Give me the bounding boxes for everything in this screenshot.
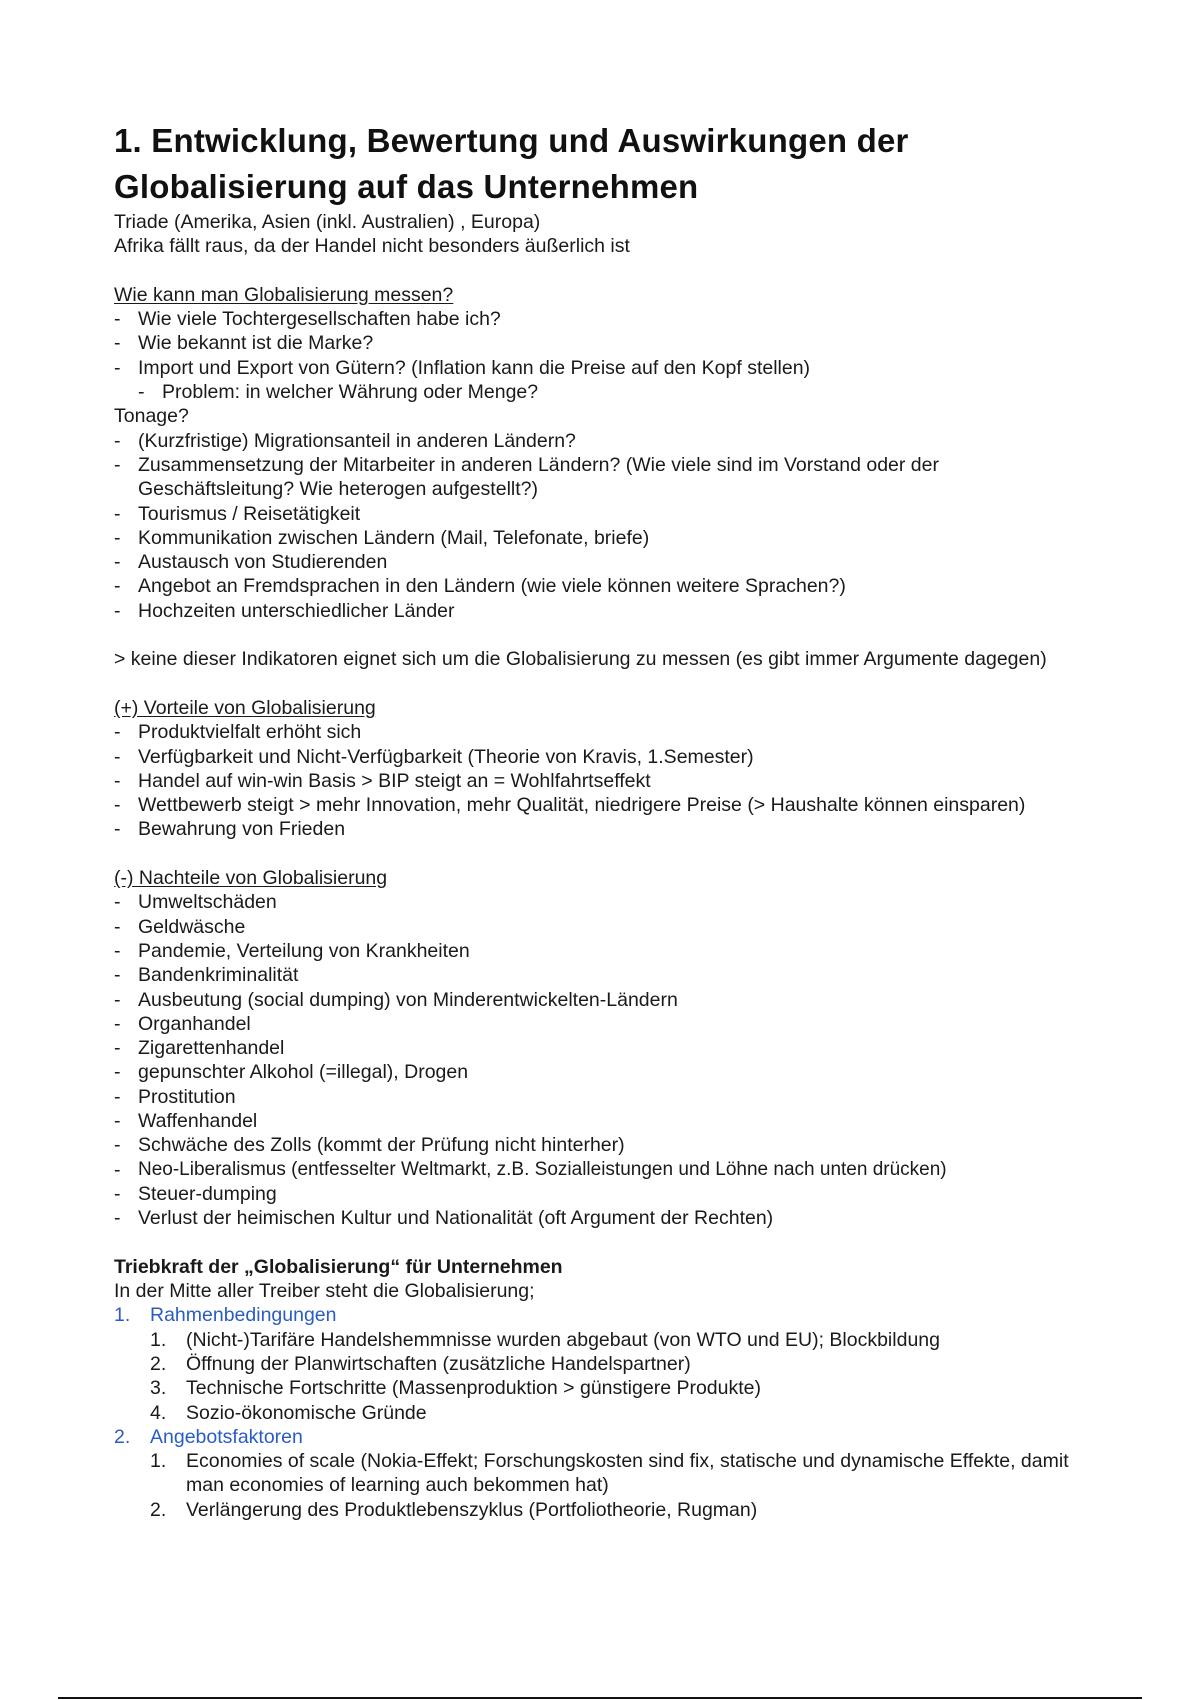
bullet-dash: - — [114, 1037, 121, 1060]
list-item: - Zigarettenhandel — [114, 1037, 285, 1060]
page-title: 1. Entwicklung, Bewertung und Auswirkungen der Globalisierung auf das Unternehmen — [114, 122, 909, 205]
bullet-dash: - — [114, 308, 121, 331]
bullet-dash: - — [114, 526, 121, 549]
bullet-dash: - — [114, 745, 121, 768]
driver-item: 1. (Nicht-)Tarifäre Handelshemmnisse wurden abgebaut (von WTO und EU); Blockbildung — [150, 1328, 940, 1351]
bullet-dash: - — [114, 1061, 121, 1084]
bullet-dash: - — [114, 599, 121, 622]
spacer — [114, 1230, 1104, 1254]
sub-list-item: - Problem: in welcher Währung oder Menge? — [138, 381, 539, 404]
bullet-dash: - — [114, 721, 121, 744]
list-item: - Verfügbarkeit und Nicht-Verfügbarkeit (Theorie von Kravis, 1.Semester) — [114, 745, 754, 768]
bullet-dash: - — [114, 429, 121, 452]
list-item: - Steuer-dumping — [114, 1182, 277, 1205]
bullet-dash: - — [114, 1012, 121, 1035]
tonage-line: Tonage? — [114, 405, 189, 428]
spacer — [114, 259, 1104, 283]
intro-line: Triade (Amerika, Asien (inkl. Australien) , Europa) — [114, 211, 541, 233]
list-item: - Wettbewerb steigt > mehr Innovation, mehr Qualität, niedrigere Preise (> Haushalte können einsparen) — [114, 794, 1026, 817]
bullet-dash: - — [138, 381, 145, 404]
driver-item: 3. Technische Fortschritte (Massenproduktion > günstigere Produkte) — [150, 1377, 761, 1400]
list-item: - Zusammensetzung der Mitarbeiter in anderen Ländern? (Wie viele sind im Vorstand oder der Geschäftsleitung? Wie heterogen aufgestellt?) — [114, 453, 939, 501]
bullet-dash: - — [114, 502, 121, 525]
list-item: - Import und Export von Gütern? (Inflation kann die Preise auf den Kopf stellen) — [114, 356, 811, 379]
spacer — [114, 842, 1104, 866]
bullet-dash: - — [114, 332, 121, 355]
list-item: - Wie viele Tochtergesellschaften habe ich? — [114, 308, 501, 331]
bullet-dash: - — [114, 794, 121, 817]
list-item: - Schwäche des Zolls (kommt der Prüfung nicht hinterher) — [114, 1134, 625, 1157]
drivers-heading: Triebkraft der „Globalisierung“ für Unternehmen — [114, 1255, 563, 1278]
measure-conclusion: > keine dieser Indikatoren eignet sich um die Globalisierung zu messen (es gibt immer Argumente dagegen) — [114, 648, 1047, 671]
list-item: - Prostitution — [114, 1085, 236, 1108]
advantages-heading: (+) Vorteile von Globalisierung — [114, 696, 376, 719]
bullet-dash: - — [114, 964, 121, 987]
list-item: - Kommunikation zwischen Ländern (Mail, Telefonate, briefe) — [114, 526, 650, 549]
bullet-dash: - — [114, 1158, 121, 1181]
list-item: - Tourismus / Reisetätigkeit — [114, 502, 361, 525]
list-item: - Waffenhandel — [114, 1109, 258, 1132]
bullet-dash: - — [114, 891, 121, 914]
list-item: - Verlust der heimischen Kultur und Nationalität (oft Argument der Rechten) — [114, 1207, 774, 1230]
bullet-dash: - — [114, 988, 121, 1011]
bullet-dash: - — [114, 769, 121, 792]
bullet-dash: - — [114, 1085, 121, 1108]
list-item: - Geldwäsche — [114, 915, 246, 938]
list-item: - Pandemie, Verteilung von Krankheiten — [114, 939, 470, 962]
measure-heading: Wie kann man Globalisierung messen? — [114, 283, 454, 306]
driver-item: 4. Sozio-ökonomische Gründe — [150, 1401, 427, 1424]
list-item: - Produktvielfalt erhöht sich — [114, 721, 362, 744]
intro-line: Afrika fällt raus, da der Handel nicht besonders äußerlich ist — [114, 235, 630, 258]
bullet-dash: - — [114, 915, 121, 938]
bullet-dash: - — [114, 1182, 121, 1205]
bullet-dash: - — [114, 453, 121, 476]
list-item: - Organhandel — [114, 1012, 251, 1035]
bullet-dash: - — [114, 1109, 121, 1132]
driver-group-heading: 1. Rahmenbedingungen — [114, 1304, 337, 1327]
spacer — [114, 672, 1104, 696]
drivers-intro: In der Mitte aller Treiber steht die Globalisierung; — [114, 1280, 535, 1303]
list-item: - gepunschter Alkohol (=illegal), Drogen — [114, 1061, 469, 1084]
spacer — [114, 623, 1104, 647]
bullet-dash: - — [114, 939, 121, 962]
disadvantages-heading: (-) Nachteile von Globalisierung — [114, 867, 388, 890]
document-page — [114, 118, 1104, 1522]
list-item: - Ausbeutung (social dumping) von Minderentwickelten-Ländern — [114, 988, 678, 1011]
list-item: - Austausch von Studierenden — [114, 551, 388, 574]
list-item: - Bandenkriminalität — [114, 964, 299, 987]
list-item: - Neo-Liberalismus (entfesselter Weltmarkt, z.B. Sozialleistungen und Löhne nach unten drücken) — [114, 1158, 947, 1181]
driver-group-heading: 2. Angebotsfaktoren — [114, 1425, 303, 1448]
bottom-divider — [58, 1697, 1142, 1699]
list-item: - Umweltschäden — [114, 891, 277, 914]
driver-item: 1. Economies of scale (Nokia-Effekt; Forschungskosten sind fix, statische und dynamische Effekte, damit man economies of learning auch bekommen hat) — [150, 1450, 1069, 1497]
list-item: - Angebot an Fremdsprachen in den Ländern (wie viele können weitere Sprachen?) — [114, 575, 846, 598]
list-item: - Wie bekannt ist die Marke? — [114, 332, 374, 355]
list-item: - (Kurzfristige) Migrationsanteil in anderen Ländern? — [114, 429, 576, 452]
bullet-dash: - — [114, 1207, 121, 1230]
bullet-dash: - — [114, 551, 121, 574]
bullet-dash: - — [114, 575, 121, 598]
bullet-dash: - — [114, 1134, 121, 1157]
list-item: - Hochzeiten unterschiedlicher Länder — [114, 599, 455, 622]
list-item: - Handel auf win-win Basis > BIP steigt an = Wohlfahrtseffekt — [114, 769, 651, 792]
list-item: - Bewahrung von Frieden — [114, 818, 346, 841]
bullet-dash: - — [114, 818, 121, 841]
driver-item: 2. Verlängerung des Produktlebenszyklus (Portfoliotheorie, Rugman) — [150, 1498, 758, 1521]
bullet-dash: - — [114, 356, 121, 379]
driver-item: 2. Öffnung der Planwirtschaften (zusätzliche Handelspartner) — [150, 1352, 691, 1375]
